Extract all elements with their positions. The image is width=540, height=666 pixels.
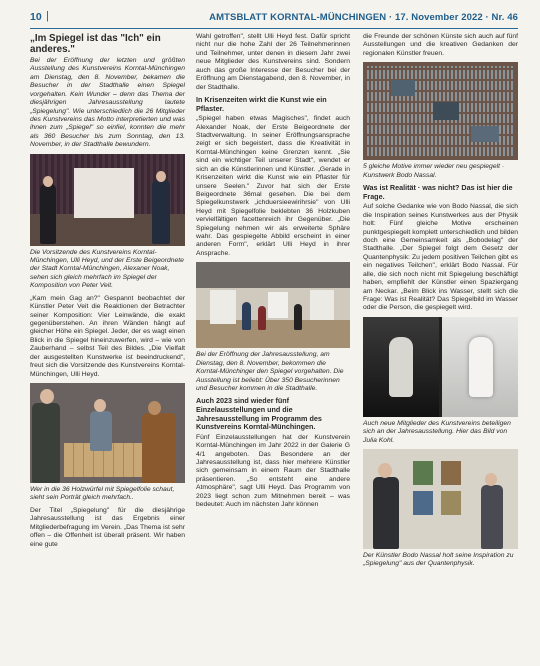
photo-exhibition-room bbox=[196, 262, 350, 348]
publication-title: AMTSBLATT KORNTAL-MÜNCHINGEN · 17. November 2022 · Nr. 46 bbox=[209, 12, 518, 23]
photo-julia-kohl-artwork bbox=[363, 317, 518, 417]
article-headline: „Im Spiegel ist das "Ich" ein anderes." bbox=[30, 33, 161, 55]
photo-mirror-grid bbox=[363, 62, 518, 160]
article-paragraph: „Spiegel haben etwas Magisches", findet auch Alexander Noak, der Erste Beigeordnete der Stadtverwaltung. In seiner Eröffnungsansprache zeigt er sich begeistert, dass die Kreativität in Korntal-Münchingen keine Grenzen kennt. „Sie sind ein wichtiger Teil unserer Stadt", wendet er sich an die Künstlerinnen und Künstler. „Gerade in Krisenzeiten wirkt die Kunst wie ein Pflaster für unsere Seelen." Zuvor hat sich der Erste Beigeordnete 36mal gesehen. Die bei dem Spiegelkunstwerk „ichduersieewirihrsie" von Ulli Heyd mit Spiegelfolie beklebten 36 Holzkuben vervielfältigen facettenreich ihr Gegenüber. „Die Spiegelung nehmen wir als erweiterte Sphäre wahr. Das gespiegelte Abbild erscheint in einer anderen Form", erklärt Ulli Heyd in ihrer Ansprache. bbox=[196, 115, 350, 257]
page-number: 10 bbox=[30, 11, 42, 23]
article-paragraph: die Freunde der schönen Künste sich auch auf fünf Ausstellungen und die kreativen Gedanken der regionalen Künstler freuen. bbox=[363, 33, 518, 57]
photo-bodo-nassal bbox=[363, 449, 518, 549]
column-1 bbox=[30, 33, 185, 549]
photo-caption: Auch neue Mitglieder des Kunstvereins beteiligen sich an der Jahresausstellung. Hier das Bild von Julia Kohl. bbox=[363, 419, 511, 444]
photo-caption: Wer in die 36 Holzwürfel mit Spiegelfolie schaut, sieht sein Porträt gleich mehrfach.. bbox=[30, 485, 175, 502]
article-paragraph: Fünf Einzelausstellungen hat der Kunstverein Korntal-Münchingen im Jahr 2022 in der Galerie G 4/1 angeboten. Das Besondere an der Jahresausstellung ist, dass hier mehrere Künstler sich gemeinsam in einem Raum der Stadthalle präsentieren. „So entsteht eine andere Atmosphäre", sagt Ulli Heyd. Das Programm von 2023 liegt schon zum Mitnehmen bereit – was bedeutet: Auch im nächsten Jahr können bbox=[196, 433, 350, 509]
header-separator: | bbox=[46, 10, 49, 22]
photo-opening-couple bbox=[30, 154, 185, 246]
photo-caption: Der Künstler Bodo Nassal holt seine Inspiration zu „Spiegelung" aus der Quantenphysik. bbox=[363, 552, 514, 568]
photo-wooden-cubes bbox=[30, 383, 185, 483]
article-paragraph: „Kam mein Gag an?" Gespannt beobachtet der Künstler Peter Veit die Reaktionen der Betrachter seiner Komposition: Vier Leinwände, die exakt gegenüberstehen. An ihren Wänden hängt auf gleicher Höhe ein Spiegel. Jeder, der es wagt einen Blick in die Spiegel hineinzuwerfen, wird – wie von Zauberhand – selbst Teil des Bildes. „Die Vielfalt der ausgestellten Kunstwerke ist beeindruckend", freut sich die Vorsitzende des Kunstvereins Korntal-Münchingen, Ulli Heyd. bbox=[30, 294, 185, 378]
section-heading: In Krisenzeiten wirkt die Kunst wie ein Pflaster. bbox=[196, 94, 327, 113]
article-paragraph: Auf solche Gedanke wie von Bodo Nassal, die sich die Inspiration seines Kunstwerkes aus der Physik holt: Fünf gleiche Motive erscheinen punktgespiegelt komplett unterschiedlich und bilden doch eine Gemeinsamkeit als „Bobodelag" der Stadthalle. „Der Spiegel folgt dem Gesetz der Quantenphysik: Zu jedem positiven Teilchen gibt es ein negatives Teilchen", erklärt Bodo Nassal. Für alle, die sich noch nicht mit Spiegelung beschäftigt haben, empfiehlt der Künstler einen Spaziergang am Neckar. „Beim Blick ins Wasser, stellt sich die Frage: Was ist Realität? Das Spiegelbild im Wasser oder die Person, die gespiegelt wird. bbox=[363, 203, 518, 312]
section-heading: Was ist Realität · was nicht? Das ist hier die Frage. bbox=[363, 183, 513, 201]
article-paragraph: Wahl getroffen", stellt Ulli Heyd fest. Dafür spricht nicht nur die hohe Zahl der 26 Teilnehmerinnen und Teilnehmer, unter denen in diesem Jahr zwei neue Mitglieder des Kunstvereins sind. Sondern auch das große Interesse der Besucher bei der Eröffnung am Dienstagabend, den 8. November, in der Stadthalle. bbox=[196, 33, 350, 91]
photo-caption: Bei der Eröffnung der Jahresausstellung, am Dienstag, den 8. November, bekommen die Korntal-Münchinger den Spiegel vorgehalten. Die Ausstellung ist beliebt: Über 350 Besucherinnen und Besucher kommen in die Stadthalle. bbox=[196, 351, 344, 392]
article-intro: Bei der Eröffnung der letzten und größten Ausstellung des Kunstvereins Korntal-Münchingen am Dienstag, den 8. November, bekamen die Besucher in der Stadthalle einen Spiegel vorgehalten. Kein Wunder – denn das Thema der diesjährigen Jahresausstellung lautete „Spiegelung". Wie unterschiedlich die 26 Mitglieder des Kunstvereins das Motto interpretierten und was ihnen zum „Spiegel" so einfiel, konnten die mehr als 360 Besucher bis zum Sonntag, den 13. November, in der Stadthalle bewundern. bbox=[30, 57, 185, 149]
section-heading: Auch 2023 sind wieder fünf Einzelausstellungen und die Jahresausstellung im Programm des Kunstvereins Korntal-Münchingen. bbox=[196, 396, 322, 432]
photo-caption: Die Vorsitzende des Kunstvereins Korntal-Münchingen, Ulli Heyd, und der Erste Beigeordnete der Stadt Korntal-Münchingen, Alexaner Noak, sehen sich gleich mehrfach im Spiegel der Komposition von Peter Veit. bbox=[30, 248, 184, 290]
column-2 bbox=[196, 33, 350, 510]
article-paragraph: Der Titel „Spiegelung" für die diesjährige Jahresausstellung ist das Ergebnis einer Mitgliederbefragung im Verein. „Das Thema ist sehr offen – die Offenheit ist überall präsent. Wir haben eine gute bbox=[30, 506, 185, 548]
page-header bbox=[30, 10, 518, 29]
column-3 bbox=[363, 33, 518, 573]
photo-caption: 5 gleiche Motive immer wieder neu gespiegelt · Kunstwerk Bodo Nassal. bbox=[363, 163, 505, 179]
